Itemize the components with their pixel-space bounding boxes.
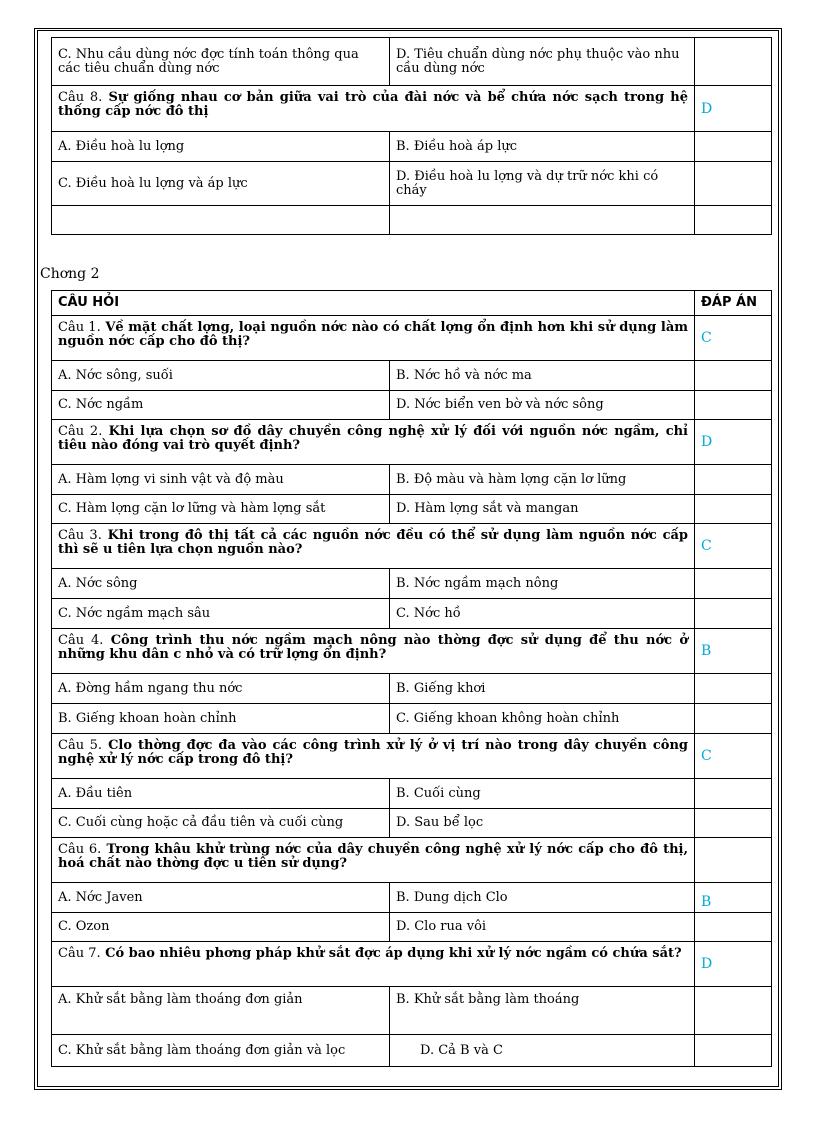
option-row — [52, 495, 772, 524]
question-body: Sự giống nhau cơ bản giữa vai trò của đài nớc và bể chứa nớc sạch trong hệ thống cấp nớc đô thị — [58, 90, 689, 119]
question-row — [52, 316, 772, 361]
answer-cell: C — [695, 524, 772, 569]
answer-cell — [695, 361, 772, 391]
option-b: B. Điều hoà áp lực — [390, 132, 695, 162]
questions-table — [51, 290, 772, 1067]
option-left: C. Cuối cùng hoặc cả đầu tiên và cuối cùng — [52, 809, 390, 838]
option-right: B. Cuối cùng — [390, 779, 695, 809]
previous-chapter-table — [51, 37, 772, 235]
answer-cell — [695, 838, 772, 883]
answer-cell — [695, 987, 772, 1035]
answer-cell: B — [695, 883, 772, 913]
option-right: B. Nớc hồ và nớc ma — [390, 361, 695, 391]
answer-cell — [695, 162, 772, 206]
answer-cell — [695, 779, 772, 809]
table-row — [52, 38, 772, 86]
option-row — [52, 465, 772, 495]
answer-cell — [695, 132, 772, 162]
answer-cell: C — [695, 316, 772, 361]
answer-cell — [695, 704, 772, 734]
option-row — [52, 987, 772, 1035]
option-right: B. Khử sắt bằng làm thoáng — [390, 987, 695, 1035]
option-left: A. Nớc sông, suối — [52, 361, 390, 391]
column-header-question: CÂU HỎI — [52, 291, 695, 316]
option-row — [52, 391, 772, 420]
question-number: Câu 7. — [58, 946, 101, 961]
question-text — [52, 316, 695, 361]
question-body: Về mặt chất lợng, loại nguồn nớc nào có chất lợng ổn định hơn khi sử dụng làm nguồn nớc cấp cho đô thị? — [58, 320, 689, 349]
answer-cell — [695, 1035, 772, 1067]
option-right: D. Nớc biển ven bờ và nớc sông — [390, 391, 695, 420]
option-a: A. Điều hoà lu lợng — [52, 132, 390, 162]
option-left: A. Đầu tiên — [52, 779, 390, 809]
question-body: Clo thờng đợc đa vào các công trình xử lý ở vị trí nào trong dây chuyền công nghệ xử lý nớc cấp trong đô thị? — [58, 738, 688, 767]
option-row — [52, 704, 772, 734]
question-body: Trong khâu khử trùng nớc của dây chuyền công nghệ xử lý nớc cấp cho đô thị, hoá chất nào thờng đợc u tiên sử dụng? — [58, 842, 689, 871]
question-number: Câu 4. — [58, 633, 104, 648]
answer-cell — [695, 913, 772, 942]
option-left: A. Nớc sông — [52, 569, 390, 599]
question-row — [52, 86, 772, 132]
option-row — [52, 361, 772, 391]
option-right: B. Độ màu và hàm lợng cặn lơ lững — [390, 465, 695, 495]
question-row — [52, 838, 772, 883]
option-row — [52, 913, 772, 942]
question-number: Câu 1. — [58, 320, 101, 335]
question-text — [52, 942, 695, 987]
option-row — [52, 599, 772, 629]
option-left: B. Giếng khoan hoàn chỉnh — [52, 704, 390, 734]
answer-cell: D — [695, 942, 772, 987]
question-number: Câu 2. — [58, 424, 103, 439]
answer-cell: B — [695, 629, 772, 674]
option-row — [52, 674, 772, 704]
question-number: Câu 6. — [58, 842, 102, 857]
table-row — [52, 132, 772, 162]
option-right: D. Sau bể lọc — [390, 809, 695, 838]
question-text — [52, 734, 695, 779]
answer-cell — [695, 465, 772, 495]
answer-cell — [695, 674, 772, 704]
option-d: D. Tiêu chuẩn dùng nớc phụ thuộc vào nhu cầu dùng nớc — [390, 38, 695, 86]
option-row — [52, 809, 772, 838]
answer-cell — [695, 569, 772, 599]
option-row — [52, 569, 772, 599]
option-right: B. Nớc ngầm mạch nông — [390, 569, 695, 599]
question-body: Khi trong đô thị tất cả các nguồn nớc đều có thể sử dụng làm nguồn nớc cấp thì sẽ u tiên lựa chọn nguồn nào? — [58, 528, 688, 557]
column-header-answer: ĐÁP ÁN — [695, 291, 772, 316]
option-right: D. Hàm lợng sắt và mangan — [390, 495, 695, 524]
table-row — [52, 206, 772, 235]
option-right: C. Giếng khoan không hoàn chỉnh — [390, 704, 695, 734]
question-body: Khi lựa chọn sơ đồ dây chuyền công nghệ xử lý đối với nguồn nớc ngầm, chỉ tiêu nào đóng vai trò quyết định? — [58, 424, 688, 453]
question-row — [52, 524, 772, 569]
question-text — [52, 86, 695, 132]
empty-cell — [52, 206, 390, 235]
option-right: D. Cả B và C — [390, 1035, 695, 1067]
option-left: C. Ozon — [52, 913, 390, 942]
empty-cell — [390, 206, 695, 235]
answer-cell: D — [695, 420, 772, 465]
question-row — [52, 629, 772, 674]
option-right: B. Giếng khơi — [390, 674, 695, 704]
question-number: Câu 8. — [58, 90, 103, 105]
question-body: Công trình thu nớc ngầm mạch nông nào thờng đợc sử dụng để thu nớc ở những khu dân c nhỏ và có trữ lợng ổn định? — [58, 633, 689, 662]
answer-cell — [695, 809, 772, 838]
answer-cell — [695, 391, 772, 420]
question-row — [52, 420, 772, 465]
option-left: A. Đờng hầm ngang thu nớc — [52, 674, 390, 704]
option-left: A. Khử sắt bằng làm thoáng đơn giản — [52, 987, 390, 1035]
option-row — [52, 1035, 772, 1067]
option-c: C. Nhu cầu dùng nớc đợc tính toán thông qua các tiêu chuẩn dùng nớc — [52, 38, 390, 86]
option-row — [52, 779, 772, 809]
answer-cell: C — [695, 734, 772, 779]
answer-cell — [695, 599, 772, 629]
option-d: D. Điều hoà lu lợng và dự trữ nớc khi có cháy — [390, 162, 695, 206]
table-row — [52, 162, 772, 206]
answer-cell: D — [695, 86, 772, 132]
question-text — [52, 629, 695, 674]
option-row — [52, 883, 772, 913]
answer-cell — [695, 495, 772, 524]
table-header-row — [52, 291, 772, 316]
answer-cell — [695, 38, 772, 86]
question-text — [52, 524, 695, 569]
option-left: A. Nớc Javen — [52, 883, 390, 913]
option-right: D. Clo rua vôi — [390, 913, 695, 942]
answer-cell — [695, 206, 772, 235]
question-text — [52, 838, 695, 883]
option-left: C. Hàm lợng cặn lơ lững và hàm lợng sắt — [52, 495, 390, 524]
question-row — [52, 942, 772, 987]
section-title: Chơng 2 — [40, 266, 100, 282]
option-right: C. Nớc hồ — [390, 599, 695, 629]
option-c: C. Điều hoà lu lợng và áp lực — [52, 162, 390, 206]
option-left: C. Khử sắt bằng làm thoáng đơn giản và lọc — [52, 1035, 390, 1067]
question-number: Câu 5. — [58, 738, 103, 753]
option-left: A. Hàm lợng vi sinh vật và độ màu — [52, 465, 390, 495]
question-row — [52, 734, 772, 779]
question-number: Câu 3. — [58, 528, 102, 543]
question-text — [52, 420, 695, 465]
option-left: C. Nớc ngầm — [52, 391, 390, 420]
option-left: C. Nớc ngầm mạch sâu — [52, 599, 390, 629]
question-body: Có bao nhiêu phơng pháp khử sắt đợc áp dụng khi xử lý nớc ngầm có chứa sắt? — [105, 946, 682, 961]
option-right: B. Dung dịch Clo — [390, 883, 695, 913]
